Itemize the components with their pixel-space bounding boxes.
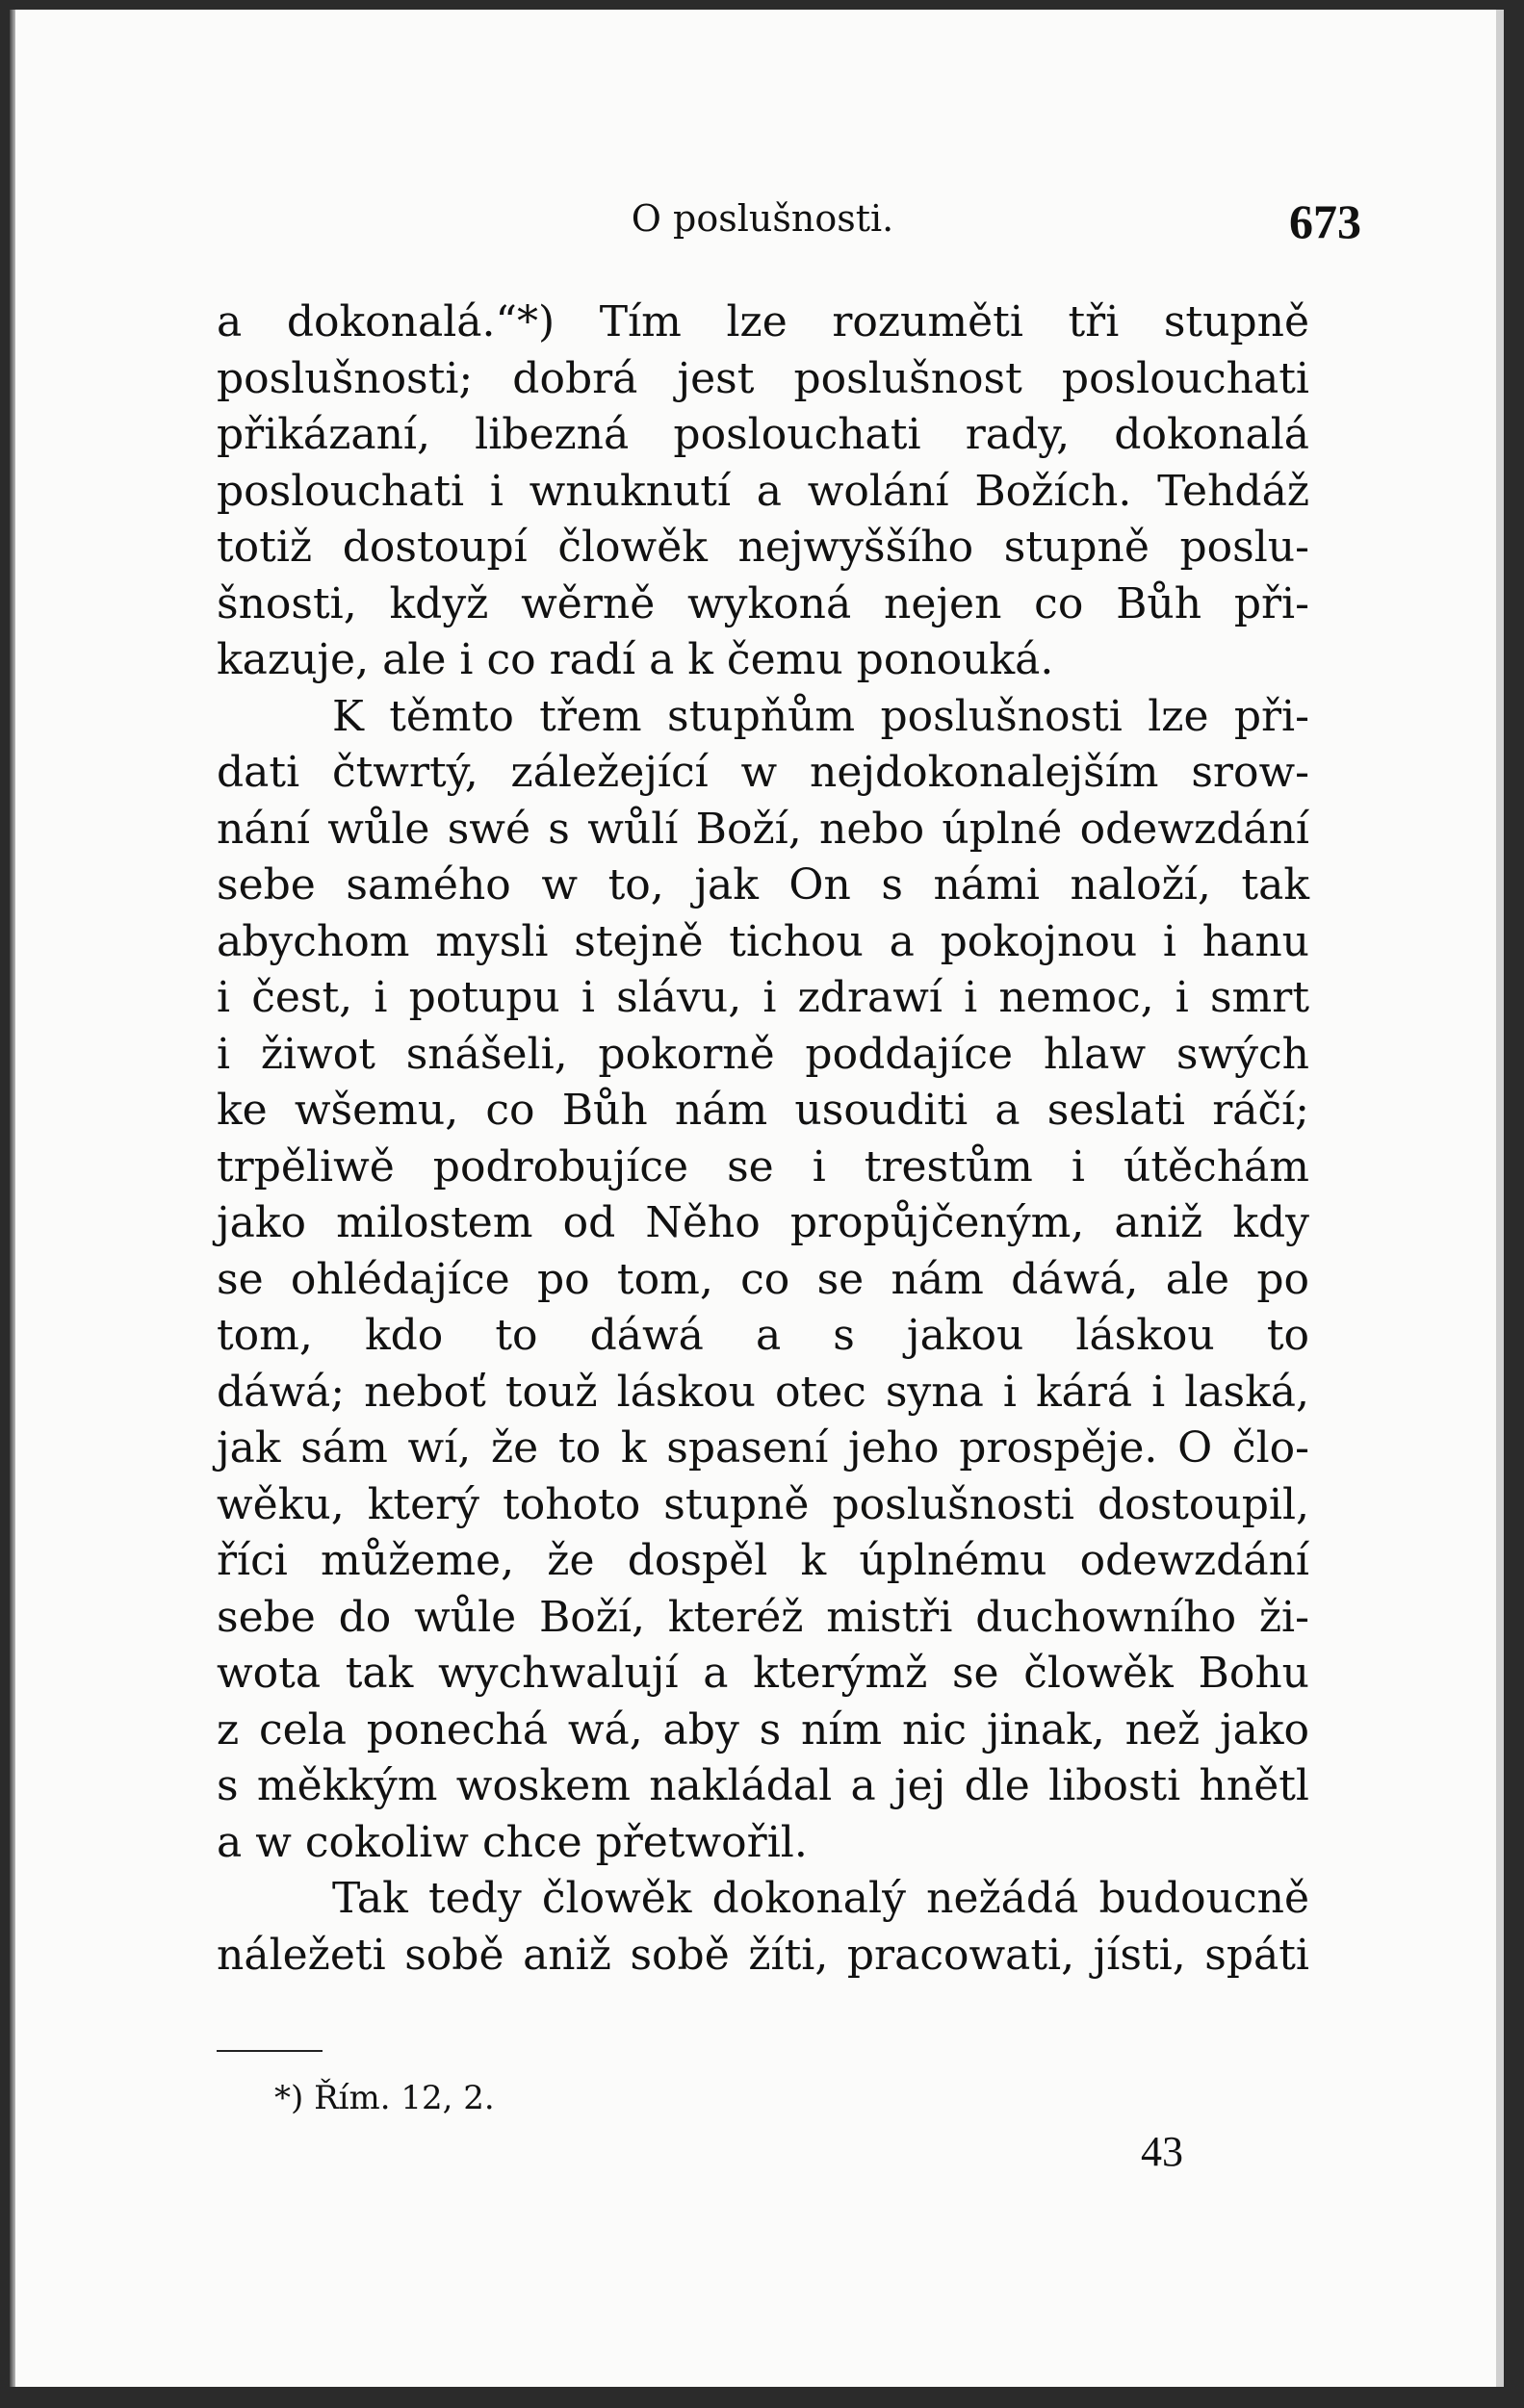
text-line: z cela ponechá wá, aby s ním nic jinak, než jako (217, 1704, 1309, 1755)
binding-edge (10, 10, 15, 2387)
footnote: *) Řím. 12, 2. (274, 2079, 495, 2117)
text-line: nání wůle swé s wůlí Boží, nebo úplné odewzdání (217, 804, 1309, 854)
text-line: poslušnosti; dobrá jest poslušnost poslouchati (217, 353, 1309, 403)
running-title: O poslušnosti. (631, 197, 894, 240)
text-line: říci můžeme, že dospěl k úplnému odewzdání (217, 1536, 1309, 1585)
footnote-rule (217, 2050, 323, 2052)
text-line: jak sám wí, že to k spasení jeho prospěje. O člo- (217, 1423, 1309, 1473)
text-line: s měkkým woskem nakládal a jej dle libosti hnětl (217, 1761, 1309, 1810)
body-text (217, 295, 1309, 1984)
text-line: abychom mysli stejně tichou a pokojnou i hanu (217, 916, 1309, 966)
running-head (164, 194, 1361, 255)
text-line: sebe samého w to, jak On s námi naloží, tak (217, 860, 1309, 909)
text-line: trpěliwě podrobujíce se i trestům i útěchám (217, 1141, 1309, 1191)
text-line: K těmto třem stupňům poslušnosti lze při- (332, 691, 1309, 741)
text-line: ke wšemu, co Bůh nám usouditi a seslati ráčí; (217, 1086, 1309, 1135)
book-page (10, 10, 1504, 2387)
text-line: dáwá; neboť touž láskou otec syna i kárá i laská, (217, 1367, 1309, 1417)
text-line: i žiwot snášeli, pokorně poddajíce hlaw swých (217, 1029, 1309, 1079)
text-line: se ohlédajíce po tom, co se nám dáwá, ale po (217, 1254, 1309, 1304)
text-line: kazuje, ale i co radí a k čemu ponouká. (217, 635, 1054, 684)
text-line: i čest, i potupu i slávu, i zdrawí i nemoc, i smrt (217, 973, 1309, 1022)
text-line: totiž dostoupí člowěk nejwyššího stupně poslu- (217, 523, 1309, 572)
text-line: sebe do wůle Boží, kteréž mistři duchowního ži- (217, 1592, 1309, 1642)
text-line: náležeti sobě aniž sobě žíti, pracowati, jísti, spáti (217, 1930, 1309, 1980)
text-line: a dokonalá.“*) Tím lze rozuměti tři stupně (217, 297, 1309, 346)
text-line: dati čtwrtý, záležející w nejdokonalejším srow- (217, 748, 1309, 797)
page-number: 673 (1289, 194, 1361, 248)
signature-mark: 43 (1141, 2128, 1183, 2175)
text-line: a w cokoliw chce přetwořil. (217, 1817, 808, 1867)
text-line: wota tak wychwalují a kterýmž se člowěk Bohu (217, 1649, 1309, 1698)
text-line: poslouchati i wnuknutí a wolání Božích. Tehdáž (217, 466, 1309, 516)
text-line: tom, kdo to dáwá a s jakou láskou to (217, 1311, 1309, 1360)
text-line: jako milostem od Něho propůjčeným, aniž kdy (217, 1198, 1309, 1247)
text-line: šnosti, když wěrně wykoná nejen co Bůh při- (217, 578, 1309, 628)
text-line: wěku, který tohoto stupně poslušnosti dostoupil, (217, 1479, 1309, 1529)
text-line: Tak tedy člowěk dokonalý nežádá budoucně (332, 1874, 1309, 1923)
text-line: přikázaní, libezná poslouchati rady, dokonalá (217, 410, 1309, 459)
